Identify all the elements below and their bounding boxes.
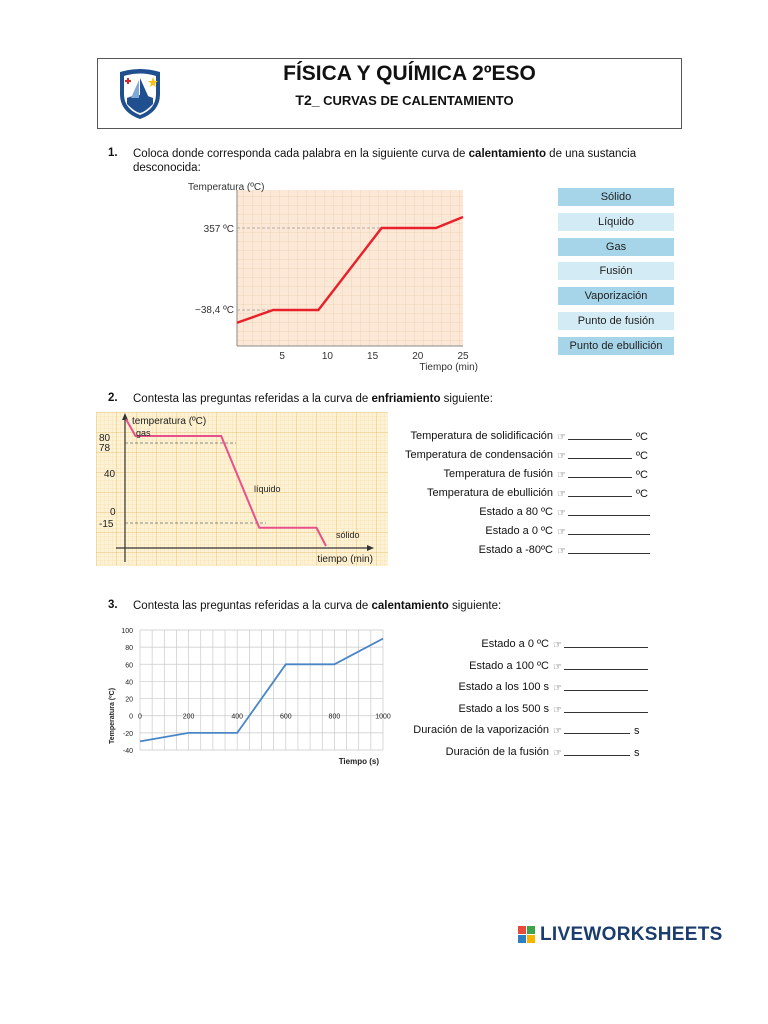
q2-number: 2. <box>108 392 118 404</box>
answer-input[interactable] <box>564 660 648 670</box>
pointing-hand-icon: ☞ <box>557 451 566 462</box>
q3-question-label: Estado a los 500 s <box>458 702 549 715</box>
q3-answer-slot <box>553 660 648 673</box>
answer-unit: ºC <box>635 488 648 500</box>
q3-x-tick: 400 <box>231 713 244 721</box>
q3-x-tick: 200 <box>182 713 195 721</box>
q2-prompt-c: siguiente: <box>440 393 493 405</box>
answer-unit: s <box>633 725 640 737</box>
q3-prompt-a: Contesta las preguntas referidas a la curva de <box>133 600 372 612</box>
q3-answer-slot <box>553 724 639 737</box>
q2-question-label: Temperatura de fusión <box>443 468 553 480</box>
q3-question-label: Estado a 100 ºC <box>469 659 549 672</box>
liveworksheets-brand: LIVEWORKSHEETS <box>540 924 723 945</box>
q2-y-tick-80: 80 <box>99 433 111 444</box>
q3-y-tick: -40 <box>122 748 133 755</box>
answer-unit: ºC <box>635 431 648 443</box>
answer-input[interactable] <box>568 525 650 535</box>
answer-input[interactable] <box>564 681 648 691</box>
answer-input[interactable] <box>564 703 648 713</box>
q2-answer-slot <box>557 487 648 500</box>
answer-input[interactable] <box>568 449 632 459</box>
q2-prompt-a: Contesta las preguntas referidas a la curva de <box>133 393 372 405</box>
word-option[interactable]: Fusión <box>558 262 674 280</box>
q3-grid <box>140 630 383 750</box>
q2-y-tick-78: 78 <box>99 443 111 454</box>
q3-x-ticks <box>138 714 391 721</box>
q3-number: 3. <box>108 599 118 611</box>
answer-unit: ºC <box>635 450 648 462</box>
q2-y-tick-40: 40 <box>104 469 116 480</box>
q1-x-tick: 15 <box>367 351 379 362</box>
answer-unit: s <box>633 746 640 759</box>
q3-x-tick: 600 <box>279 713 292 721</box>
word-option[interactable]: Sólido <box>558 188 674 206</box>
q3-y-tick: 80 <box>125 645 133 653</box>
answer-input[interactable] <box>564 724 630 734</box>
q2-label-solid: sólido <box>336 530 360 540</box>
q1-heating-chart <box>180 178 485 376</box>
q1-x-tick: 10 <box>321 351 333 362</box>
logo-square-yellow <box>527 935 535 943</box>
subtitle-text: CURVAS DE CALENTAMIENTO <box>319 93 514 108</box>
q2-y-tick-minus15: -15 <box>99 519 114 530</box>
word-option[interactable]: Punto de ebullición <box>558 337 674 355</box>
word-option[interactable]: Gas <box>558 238 674 256</box>
pointing-hand-icon: ☞ <box>557 470 566 481</box>
answer-input[interactable] <box>564 638 648 648</box>
q3-prompt-bold: calentamiento <box>371 600 449 612</box>
answer-input[interactable] <box>568 487 632 497</box>
q3-x-tick: 1000 <box>375 713 391 721</box>
q2-cooling-chart <box>96 412 388 566</box>
answer-unit: ºC <box>635 469 648 481</box>
pointing-hand-icon: ☞ <box>553 683 562 694</box>
q1-x-ticks <box>279 351 469 362</box>
q3-answer-slot <box>553 681 648 694</box>
q2-label-liquid: líquido <box>254 484 281 494</box>
q3-y-label: Temperatura (ºC) <box>109 687 116 745</box>
pointing-hand-icon: ☞ <box>557 489 566 500</box>
subtitle-prefix: T2_ <box>295 92 320 108</box>
q2-answer-slot <box>557 430 648 443</box>
q1-x-tick: 20 <box>412 351 424 362</box>
q1-y-tick-1: 357 ºC <box>203 224 234 235</box>
q3-y-tick: 60 <box>125 662 133 670</box>
q3-x-tick: 0 <box>138 713 142 721</box>
q2-question-label: Estado a 0 ºC <box>485 525 553 537</box>
q3-prompt-c: siguiente: <box>448 600 502 612</box>
q2-answer-slot <box>557 449 648 462</box>
word-option[interactable]: Punto de fusión <box>558 312 674 330</box>
q1-x-tick: 5 <box>279 351 285 362</box>
answer-input[interactable] <box>568 430 632 440</box>
q1-number: 1. <box>108 147 118 159</box>
q3-y-ticks <box>121 628 133 755</box>
q3-y-tick: 100 <box>121 628 133 635</box>
q1-prompt <box>133 147 653 175</box>
answer-input[interactable] <box>568 506 650 516</box>
q2-question-label: Estado a -80ºC <box>478 544 553 556</box>
q3-x-tick: 800 <box>328 713 341 721</box>
q3-y-tick: 40 <box>125 679 133 687</box>
q1-y-tick-2: −38,4 ºC <box>195 305 234 316</box>
q2-question-label: Estado a 80 ºC <box>479 506 553 518</box>
q2-x-label: tiempo (min) <box>317 554 373 565</box>
q2-label-gas: gas <box>136 428 151 438</box>
logo-square-blue <box>518 935 526 943</box>
pointing-hand-icon: ☞ <box>557 546 566 557</box>
q2-answer-slot <box>557 544 650 557</box>
liveworksheets-logo-icon <box>518 926 536 944</box>
q2-question-label: Temperatura de ebullición <box>427 487 553 499</box>
word-option[interactable]: Líquido <box>558 213 674 231</box>
q2-question-label: Temperatura de condensación <box>405 449 553 461</box>
pointing-hand-icon: ☞ <box>553 726 562 737</box>
page-subtitle <box>97 92 682 108</box>
q2-y-tick-0: 0 <box>110 507 116 518</box>
q2-answer-slot <box>557 506 650 519</box>
q3-x-label: Tiempo (s) <box>338 757 379 766</box>
q1-y-label: Temperatura (ºC) <box>188 182 265 193</box>
pointing-hand-icon: ☞ <box>557 508 566 519</box>
q3-y-tick: -20 <box>122 730 133 738</box>
q3-question-label: Estado a 0 ºC <box>481 638 549 650</box>
page-title: FÍSICA Y QUÍMICA 2ºESO <box>283 62 536 85</box>
q3-answer-slot <box>553 746 639 759</box>
pointing-hand-icon: ☞ <box>557 432 566 443</box>
q3-prompt <box>133 599 501 613</box>
q3-question-label: Estado a los 100 s <box>458 681 549 693</box>
word-option[interactable]: Vaporización <box>558 287 674 305</box>
pointing-hand-icon: ☞ <box>553 640 562 651</box>
q2-prompt <box>133 392 493 406</box>
q3-answer-slot <box>553 703 648 716</box>
q1-x-tick: 25 <box>457 351 469 362</box>
answer-input[interactable] <box>568 468 632 478</box>
q1-prompt-a: Coloca donde corresponda cada palabra en la siguiente curva de <box>133 148 469 160</box>
q1-prompt-bold: calentamiento <box>468 148 546 160</box>
q2-y-label: temperatura (ºC) <box>132 416 207 427</box>
pointing-hand-icon: ☞ <box>553 704 562 716</box>
q2-question-label: Temperatura de solidificación <box>410 430 553 442</box>
answer-input[interactable] <box>568 544 650 554</box>
q2-answer-slot <box>557 525 650 538</box>
q3-y-tick: 0 <box>129 713 133 721</box>
q3-question-label: Duración de la vaporización <box>413 724 549 736</box>
q3-heating-chart <box>104 622 394 770</box>
pointing-hand-icon: ☞ <box>557 527 566 538</box>
logo-square-green <box>527 926 535 934</box>
q2-answer-slot <box>557 468 648 481</box>
q2-prompt-bold: enfriamiento <box>371 393 441 405</box>
q3-answer-slot <box>553 638 648 651</box>
q1-prompt-c: de una sustancia desconocida: <box>133 148 637 174</box>
logo-square-red <box>518 926 526 934</box>
q3-question-label: Duración de la fusión <box>445 745 549 758</box>
pointing-hand-icon: ☞ <box>553 747 562 759</box>
pointing-hand-icon: ☞ <box>553 661 562 673</box>
answer-input[interactable] <box>564 746 630 756</box>
q1-x-label: Tiempo (min) <box>419 362 478 373</box>
q3-y-tick: 20 <box>125 696 133 704</box>
